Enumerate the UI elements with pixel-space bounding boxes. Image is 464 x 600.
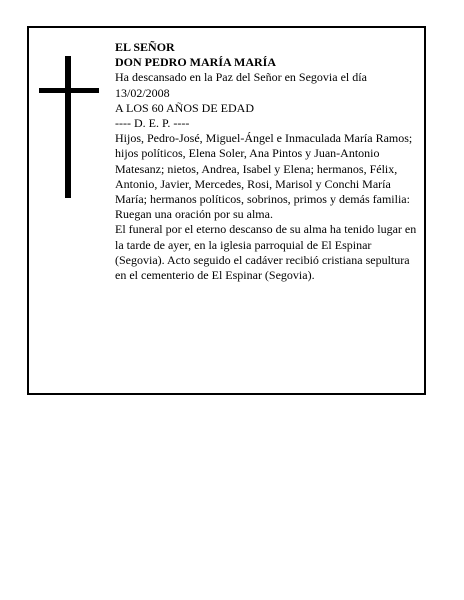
funeral-info: El funeral por el eterno descanso de su alma ha tenido lugar en la tarde de ayer, en la iglesia parroquial de El Espinar (Segovia). Acto seguido el cadáver recibió cristiana sepultura en el cementerio de El Espinar (Segovia). xyxy=(115,222,417,283)
cross-icon xyxy=(39,56,99,198)
notice-text-block xyxy=(115,40,421,283)
family-list: Hijos, Pedro-José, Miguel-Ángel e Inmaculada María Ramos; hijos políticos, Elena Soler, Ana Pintos y Juan-Antonio Matesanz; nietos, Andrea, Isabel y Elena; hermanos, Félix, Antonio, Javier, Mercedes, Rosi, Marisol y Conchi María María; hermanos políticos, sobrinos, primos y demás familia: xyxy=(115,131,413,207)
obituary-notice xyxy=(27,26,426,395)
cross-vertical-bar xyxy=(65,56,71,198)
notice-title-line2: DON PEDRO MARÍA MARÍA xyxy=(115,55,276,70)
cross-horizontal-bar xyxy=(39,88,99,93)
rip-line: ---- D. E. P. ---- xyxy=(115,116,190,131)
notice-title-line1: EL SEÑOR xyxy=(115,40,175,54)
age-line: A LOS 60 AÑOS DE EDAD xyxy=(115,100,255,115)
death-statement: Ha descansado en la Paz del Señor en Segovia el día 13/02/2008 xyxy=(115,70,367,100)
prayer-request: Ruegan una oración por su alma. xyxy=(115,207,273,222)
